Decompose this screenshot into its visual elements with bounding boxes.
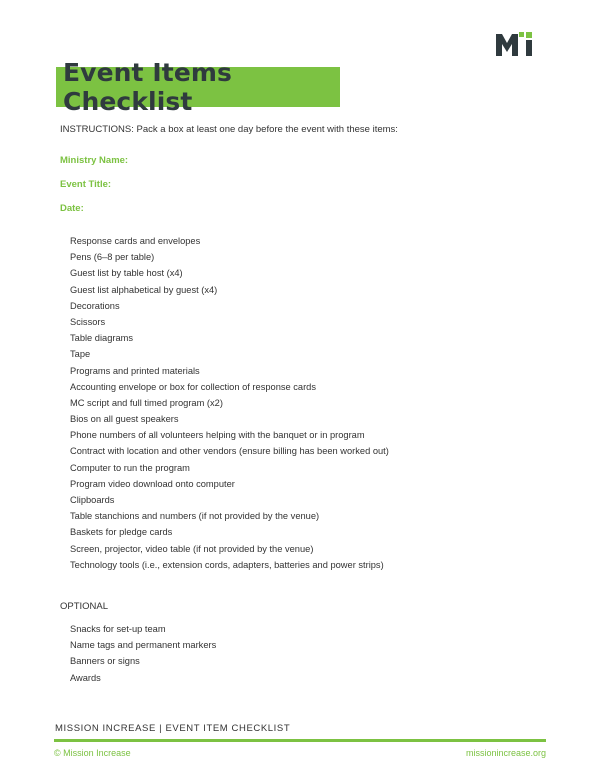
checklist-item: Decorations xyxy=(70,300,120,311)
checklist-item: Table stanchions and numbers (if not provided by the venue) xyxy=(70,511,320,522)
checklist-item: Guest list alphabetical by guest (x4) xyxy=(70,284,218,295)
checklist-item: MC script and full timed program (x2) xyxy=(70,397,223,408)
title-banner xyxy=(56,58,340,116)
optional-heading: OPTIONAL xyxy=(60,601,109,612)
date-label: Date: xyxy=(60,203,84,214)
checklist-item: Baskets for pledge cards xyxy=(70,527,173,538)
event-title-label: Event Title: xyxy=(60,179,112,190)
footer-divider xyxy=(54,739,546,742)
checklist-item: Tape xyxy=(70,349,91,360)
checklist-item: Accounting envelope or box for collection of response cards xyxy=(70,381,316,392)
checklist-item: Screen, projector, video table (if not provided by the venue) xyxy=(70,543,314,554)
checklist-item: Program video download onto computer xyxy=(70,478,235,489)
checklist-item: Response cards and envelopes xyxy=(70,236,201,246)
checklist-item: Phone numbers of all volunteers helping with the banquet or in program xyxy=(70,430,365,441)
checklist-item: Awards xyxy=(70,672,101,683)
footer-title: MISSION INCREASE | EVENT ITEM CHECKLIST xyxy=(55,723,291,734)
instructions-text: INSTRUCTIONS: Pack a box at least one day before the event with these items: xyxy=(60,124,398,135)
checklist-item: Contract with location and other vendors (ensure billing has been worked out) xyxy=(70,446,389,457)
checklist-items xyxy=(70,235,389,575)
checklist-item: Programs and printed materials xyxy=(70,365,200,376)
checklist-item: Computer to run the program xyxy=(70,462,190,473)
checklist-item: Technology tools (i.e., extension cords, adapters, batteries and power strips) xyxy=(70,559,384,570)
mission-increase-logo xyxy=(496,32,536,56)
checklist-item: Scissors xyxy=(70,316,106,327)
checklist-item: Name tags and permanent markers xyxy=(70,640,217,651)
footer-website-link[interactable]: missionincrease.org xyxy=(465,748,546,758)
checklist-item: Bios on all guest speakers xyxy=(70,414,179,425)
ministry-name-label: Ministry Name: xyxy=(60,155,129,166)
checklist-item: Guest list by table host (x4) xyxy=(70,268,183,279)
checklist-item: Table diagrams xyxy=(70,333,134,344)
checklist-item: Pens (6–8 per table) xyxy=(70,252,155,263)
footer-copyright: © Mission Increase xyxy=(54,748,131,758)
checklist-item: Clipboards xyxy=(70,495,115,505)
page-title: Event Items Checklist xyxy=(63,58,233,116)
checklist-item: Banners or signs xyxy=(70,656,140,667)
optional-checklist-items xyxy=(70,623,216,688)
checklist-item: Snacks for set-up team xyxy=(70,624,166,634)
